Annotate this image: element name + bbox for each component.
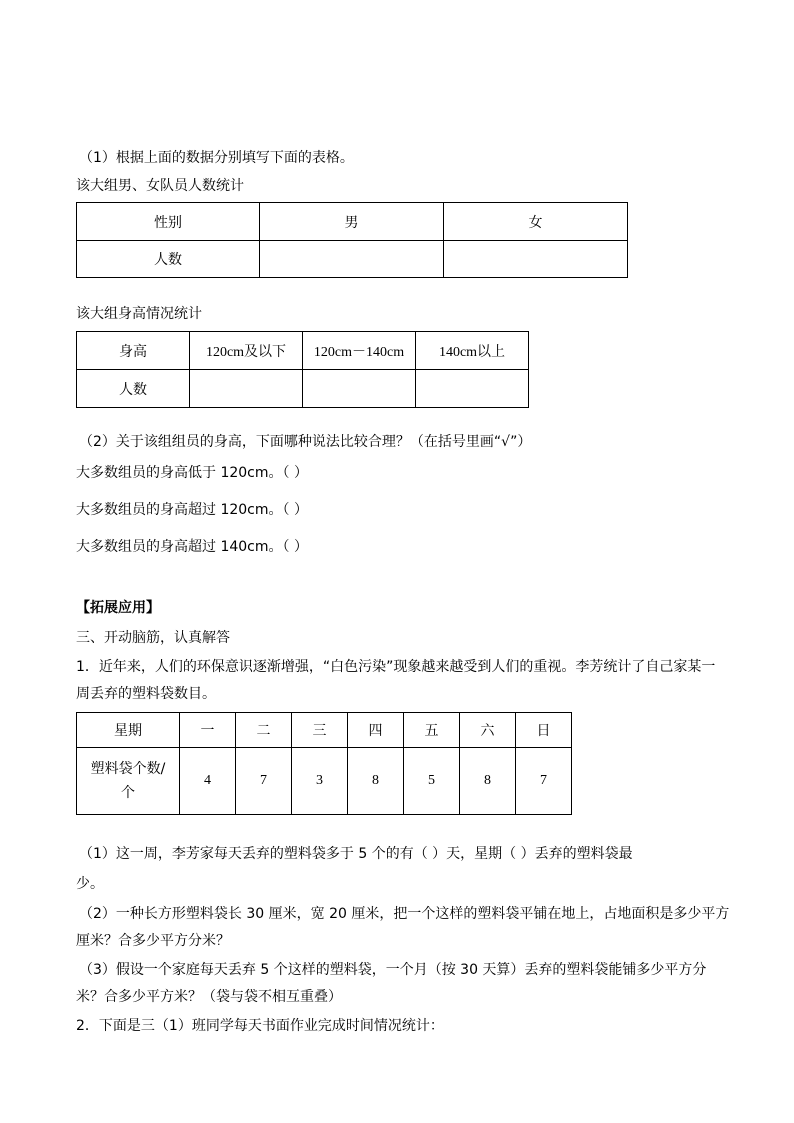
table-cell: 男 <box>260 203 444 241</box>
section-subheading: 三、开动脑筋，认真解答 <box>76 630 230 646</box>
table-cell: 六 <box>460 713 516 748</box>
blank-cell[interactable] <box>260 241 444 278</box>
table-cell: 8 <box>348 748 404 815</box>
table2-height-count <box>76 331 529 408</box>
problem1-sub2-line2: 厘米？合多少平方分米？ <box>76 933 230 949</box>
table-row <box>77 241 628 278</box>
q2-option-1[interactable]: 大多数组员的身高低于 120cm。（ ） <box>76 465 308 481</box>
table-cell: 性别 <box>77 203 260 241</box>
row-label-cell <box>77 748 180 815</box>
problem1-text-line2: 周丢弃的塑料袋数目。 <box>76 686 216 702</box>
problem2-text: 2．下面是三（1）班同学每天书面作业完成时间情况统计： <box>76 1018 444 1034</box>
table-cell: 7 <box>236 748 292 815</box>
section-heading: 【拓展应用】 <box>76 600 160 616</box>
table-cell: 人数 <box>77 370 190 408</box>
table-cell: 二 <box>236 713 292 748</box>
problem1-sub1-line1: （1）这一周，李芳家每天丢弃的塑料袋多于 5 个的有（ ）天，星期（ ）丢弃的塑料袋最 <box>79 846 633 862</box>
row-label-line1: 塑料袋个数/ <box>90 761 166 777</box>
table-cell: 人数 <box>77 241 260 278</box>
table-cell: 日 <box>516 713 572 748</box>
table-cell: 女 <box>444 203 628 241</box>
table-cell: 120cm－140cm <box>303 332 416 370</box>
problem1-sub1-line2: 少。 <box>76 876 104 892</box>
table-row <box>77 713 572 748</box>
table-cell: 三 <box>292 713 348 748</box>
table-cell: 8 <box>460 748 516 815</box>
table-row <box>77 203 628 241</box>
table-cell: 5 <box>404 748 460 815</box>
table-cell: 140cm以上 <box>416 332 529 370</box>
problem1-sub2-line1: （2）一种长方形塑料袋长 30 厘米，宽 20 厘米，把一个这样的塑料袋平铺在地上，占地面积是多少平方 <box>79 906 730 922</box>
table2-title: 该大组身高情况统计 <box>76 306 202 322</box>
table-cell: 四 <box>348 713 404 748</box>
table-cell: 一 <box>180 713 236 748</box>
table-row <box>77 370 529 408</box>
table-cell: 7 <box>516 748 572 815</box>
table-plastic-bags <box>76 712 572 815</box>
table-row <box>77 748 572 815</box>
problem1-text-line1: 1．近年来，人们的环保意识逐渐增强，“白色污染”现象越来越受到人们的重视。李芳统计了自己家某一 <box>76 659 716 675</box>
q2-option-2[interactable]: 大多数组员的身高超过 120cm。（ ） <box>76 502 308 518</box>
blank-cell[interactable] <box>303 370 416 408</box>
q2-option-3[interactable]: 大多数组员的身高超过 140cm。（ ） <box>76 539 308 555</box>
table1-title: 该大组男、女队员人数统计 <box>76 178 244 194</box>
table-cell: 120cm及以下 <box>190 332 303 370</box>
blank-cell[interactable] <box>416 370 529 408</box>
table-row <box>77 332 529 370</box>
table-cell: 星期 <box>77 713 180 748</box>
table-cell: 3 <box>292 748 348 815</box>
q2-prompt: （2）关于该组组员的身高，下面哪种说法比较合理？（在括号里画“√”） <box>79 434 532 450</box>
row-label-line2: 个 <box>121 785 135 801</box>
table-cell: 4 <box>180 748 236 815</box>
table-cell: 身高 <box>77 332 190 370</box>
table1-gender-count <box>76 202 628 278</box>
table-cell: 五 <box>404 713 460 748</box>
q1-instruction: （1）根据上面的数据分别填写下面的表格。 <box>79 150 354 166</box>
problem1-sub3-line1: （3）假设一个家庭每天丢弃 5 个这样的塑料袋，一个月（按 30 天算）丢弃的塑料袋能铺多少平方分 <box>79 962 707 978</box>
blank-cell[interactable] <box>444 241 628 278</box>
blank-cell[interactable] <box>190 370 303 408</box>
problem1-sub3-line2: 米？合多少平方米？（袋与袋不相互重叠） <box>76 989 342 1005</box>
